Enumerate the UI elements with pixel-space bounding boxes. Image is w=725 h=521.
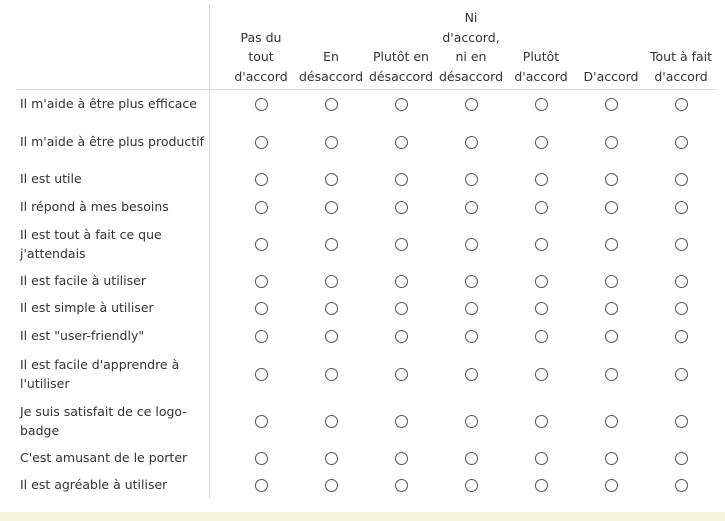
- radio-row-10-col-7[interactable]: [675, 415, 688, 428]
- radio-row-8-col-1[interactable]: [255, 330, 268, 343]
- radio-row-11-col-3[interactable]: [395, 452, 408, 465]
- row-label: Il est utile: [20, 171, 82, 187]
- row-label: Il répond à mes besoins: [20, 199, 169, 215]
- radio-row-9-col-4[interactable]: [465, 368, 478, 381]
- radio-row-6-col-4[interactable]: [465, 275, 478, 288]
- radio-row-9-col-3[interactable]: [395, 368, 408, 381]
- radio-row-1-col-1[interactable]: [255, 98, 268, 111]
- column-header-tout-a-fait-daccord: Tout à fait d'accord: [649, 49, 713, 84]
- radio-row-12-col-3[interactable]: [395, 479, 408, 492]
- radio-row-8-col-6[interactable]: [605, 330, 618, 343]
- radio-row-3-col-5[interactable]: [535, 173, 548, 186]
- radio-row-8-col-4[interactable]: [465, 330, 478, 343]
- radio-row-7-col-5[interactable]: [535, 302, 548, 315]
- column-header-en-desaccord: En désaccord: [298, 49, 364, 84]
- row-label: C'est amusant de le porter: [20, 450, 188, 466]
- radio-row-4-col-2[interactable]: [325, 201, 338, 214]
- radio-row-12-col-5[interactable]: [535, 479, 548, 492]
- radio-row-9-col-5[interactable]: [535, 368, 548, 381]
- radio-row-2-col-4[interactable]: [465, 136, 478, 149]
- row-label: Il m'aide à être plus productif: [20, 134, 204, 150]
- radio-row-4-col-7[interactable]: [675, 201, 688, 214]
- radio-row-4-col-6[interactable]: [605, 201, 618, 214]
- column-header-plutot-en-desaccord: Plutôt en désaccord: [368, 49, 434, 84]
- radio-row-2-col-3[interactable]: [395, 136, 408, 149]
- radio-row-11-col-1[interactable]: [255, 452, 268, 465]
- radio-row-7-col-4[interactable]: [465, 302, 478, 315]
- label-column-divider: [209, 4, 210, 498]
- radio-row-4-col-4[interactable]: [465, 201, 478, 214]
- radio-row-1-col-3[interactable]: [395, 98, 408, 111]
- radio-row-2-col-1[interactable]: [255, 136, 268, 149]
- column-header-plutot-daccord: Plutôt d'accord: [514, 49, 568, 84]
- radio-row-4-col-1[interactable]: [255, 201, 268, 214]
- radio-row-6-col-6[interactable]: [605, 275, 618, 288]
- row-label: Il est simple à utiliser: [20, 300, 154, 316]
- radio-row-4-col-3[interactable]: [395, 201, 408, 214]
- radio-row-7-col-6[interactable]: [605, 302, 618, 315]
- row-label: Je suis satisfait de ce logo-badge: [20, 403, 187, 438]
- radio-row-6-col-5[interactable]: [535, 275, 548, 288]
- radio-row-1-col-6[interactable]: [605, 98, 618, 111]
- row-label: Il est agréable à utiliser: [20, 477, 168, 493]
- radio-row-5-col-6[interactable]: [605, 238, 618, 251]
- radio-row-5-col-2[interactable]: [325, 238, 338, 251]
- radio-row-9-col-2[interactable]: [325, 368, 338, 381]
- radio-row-6-col-1[interactable]: [255, 275, 268, 288]
- radio-row-8-col-7[interactable]: [675, 330, 688, 343]
- radio-row-2-col-6[interactable]: [605, 136, 618, 149]
- radio-row-8-col-2[interactable]: [325, 330, 338, 343]
- radio-row-8-col-5[interactable]: [535, 330, 548, 343]
- radio-row-3-col-2[interactable]: [325, 173, 338, 186]
- radio-row-10-col-3[interactable]: [395, 415, 408, 428]
- radio-row-11-col-7[interactable]: [675, 452, 688, 465]
- radio-row-3-col-3[interactable]: [395, 173, 408, 186]
- radio-row-12-col-6[interactable]: [605, 479, 618, 492]
- row-label: Il est facile d'apprendre à l'utiliser: [20, 356, 180, 391]
- radio-row-11-col-5[interactable]: [535, 452, 548, 465]
- radio-row-10-col-6[interactable]: [605, 415, 618, 428]
- radio-row-7-col-2[interactable]: [325, 302, 338, 315]
- radio-row-6-col-7[interactable]: [675, 275, 688, 288]
- radio-row-11-col-4[interactable]: [465, 452, 478, 465]
- row-label: Il m'aide à être plus efficace: [20, 96, 197, 112]
- radio-row-7-col-1[interactable]: [255, 302, 268, 315]
- radio-row-11-col-6[interactable]: [605, 452, 618, 465]
- radio-row-11-col-2[interactable]: [325, 452, 338, 465]
- radio-row-1-col-4[interactable]: [465, 98, 478, 111]
- radio-row-12-col-2[interactable]: [325, 479, 338, 492]
- radio-row-2-col-7[interactable]: [675, 136, 688, 149]
- radio-row-2-col-2[interactable]: [325, 136, 338, 149]
- radio-row-10-col-2[interactable]: [325, 415, 338, 428]
- radio-row-1-col-7[interactable]: [675, 98, 688, 111]
- footer-band: [0, 512, 725, 521]
- radio-row-3-col-7[interactable]: [675, 173, 688, 186]
- row-label: Il est tout à fait ce que j'attendais: [20, 226, 162, 261]
- radio-row-10-col-5[interactable]: [535, 415, 548, 428]
- radio-row-7-col-3[interactable]: [395, 302, 408, 315]
- radio-row-7-col-7[interactable]: [675, 302, 688, 315]
- column-header-pas-du-tout-daccord: Pas du tout d'accord: [234, 29, 288, 84]
- row-label: Il est "user-friendly": [20, 328, 145, 344]
- radio-row-6-col-2[interactable]: [325, 275, 338, 288]
- radio-row-1-col-5[interactable]: [535, 98, 548, 111]
- radio-row-3-col-1[interactable]: [255, 173, 268, 186]
- radio-row-12-col-4[interactable]: [465, 479, 478, 492]
- radio-row-1-col-2[interactable]: [325, 98, 338, 111]
- radio-row-9-col-7[interactable]: [675, 368, 688, 381]
- radio-row-9-col-1[interactable]: [255, 368, 268, 381]
- row-label: Il est facile à utiliser: [20, 273, 146, 289]
- radio-row-6-col-3[interactable]: [395, 275, 408, 288]
- radio-row-5-col-5[interactable]: [535, 238, 548, 251]
- column-header-daccord: D'accord: [583, 68, 639, 84]
- radio-row-5-col-4[interactable]: [465, 238, 478, 251]
- radio-row-2-col-5[interactable]: [535, 136, 548, 149]
- radio-row-5-col-1[interactable]: [255, 238, 268, 251]
- radio-row-12-col-7[interactable]: [675, 479, 688, 492]
- radio-row-3-col-4[interactable]: [465, 173, 478, 186]
- column-header-ni-daccord-ni-en-desaccord: Ni d'accord, ni en désaccord: [438, 10, 504, 84]
- radio-row-10-col-4[interactable]: [465, 415, 478, 428]
- radio-row-3-col-6[interactable]: [605, 173, 618, 186]
- radio-row-12-col-1[interactable]: [255, 479, 268, 492]
- radio-row-9-col-6[interactable]: [605, 368, 618, 381]
- header-divider: [16, 89, 716, 90]
- radio-row-5-col-3[interactable]: [395, 238, 408, 251]
- radio-row-5-col-7[interactable]: [675, 238, 688, 251]
- radio-row-10-col-1[interactable]: [255, 415, 268, 428]
- radio-row-8-col-3[interactable]: [395, 330, 408, 343]
- radio-row-4-col-5[interactable]: [535, 201, 548, 214]
